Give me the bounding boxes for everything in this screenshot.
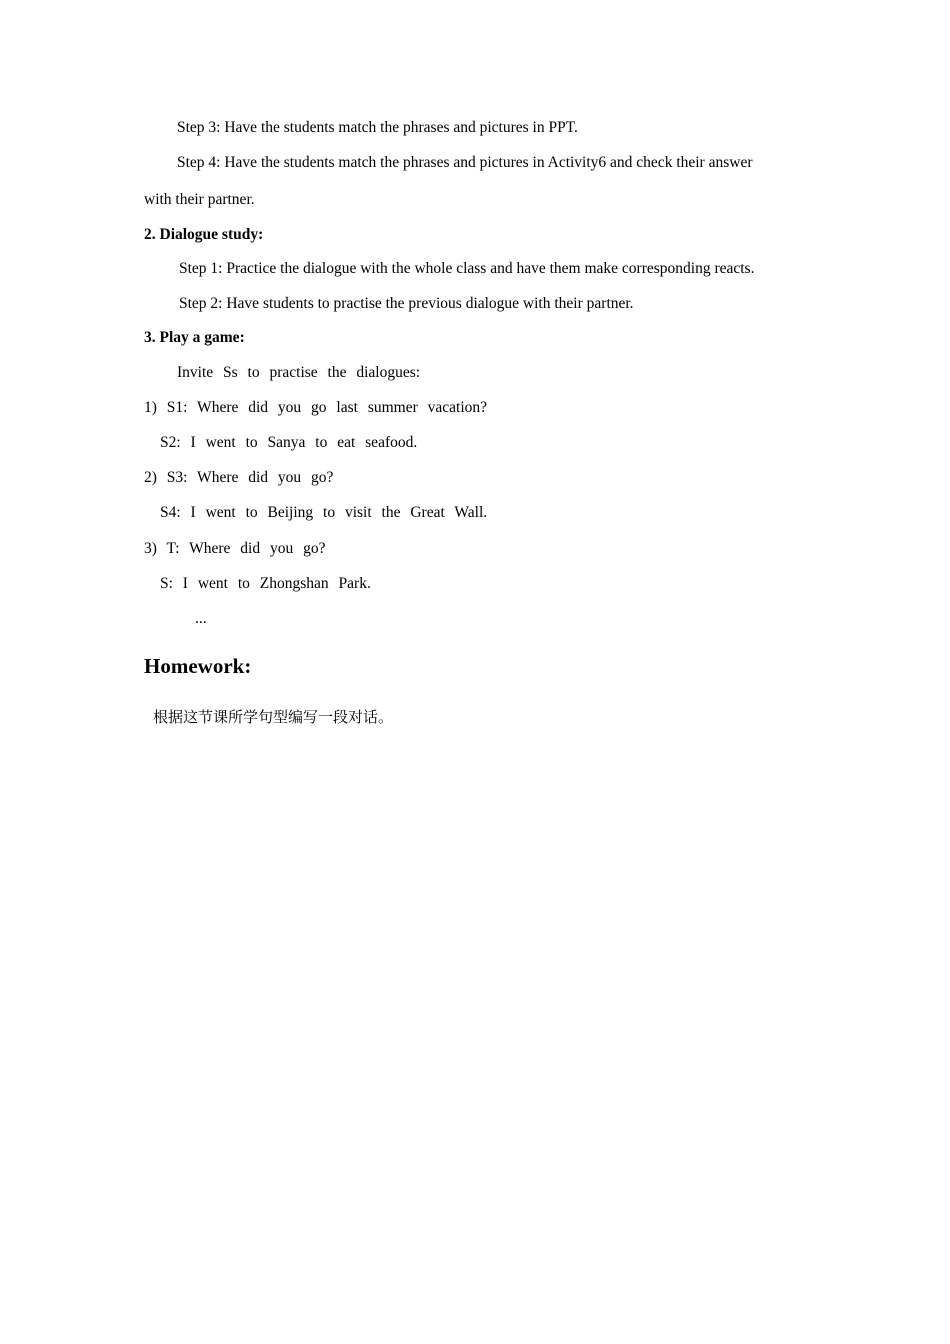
dialogue-study-heading: 2. Dialogue study: xyxy=(144,226,264,243)
step-4-text-line1: Step 4: Have the students match the phrases and pictures in Activity6 and check their answer xyxy=(177,154,753,171)
dialogue-3-question: 3) T: Where did you go? xyxy=(144,540,326,557)
dialogue-1-question: 1) S1: Where did you go last summer vacation? xyxy=(144,399,488,416)
dialogue-3-answer: S: I went to Zhongshan Park. xyxy=(160,575,371,592)
homework-heading: Homework: xyxy=(144,654,252,678)
dialogue-1-answer: S2: I went to Sanya to eat seafood. xyxy=(160,434,418,451)
step-4-text-line2: with their partner. xyxy=(144,191,255,208)
play-game-heading: 3. Play a game: xyxy=(144,329,245,346)
dialogue-step-2-text: Step 2: Have students to practise the previous dialogue with their partner. xyxy=(179,295,634,312)
step-3-text: Step 3: Have the students match the phrases and pictures in PPT. xyxy=(177,119,578,136)
dialogue-2-question: 2) S3: Where did you go? xyxy=(144,469,334,486)
dialogue-2-answer: S4: I went to Beijing to visit the Great Wall. xyxy=(160,504,488,521)
continuation-ellipsis: ... xyxy=(195,610,207,627)
game-intro-text: Invite Ss to practise the dialogues: xyxy=(177,364,421,381)
dialogue-step-1-text: Step 1: Practice the dialogue with the whole class and have them make corresponding reacts. xyxy=(179,260,755,277)
homework-task-text: 根据这节课所学句型编写一段对话。 xyxy=(153,708,394,726)
